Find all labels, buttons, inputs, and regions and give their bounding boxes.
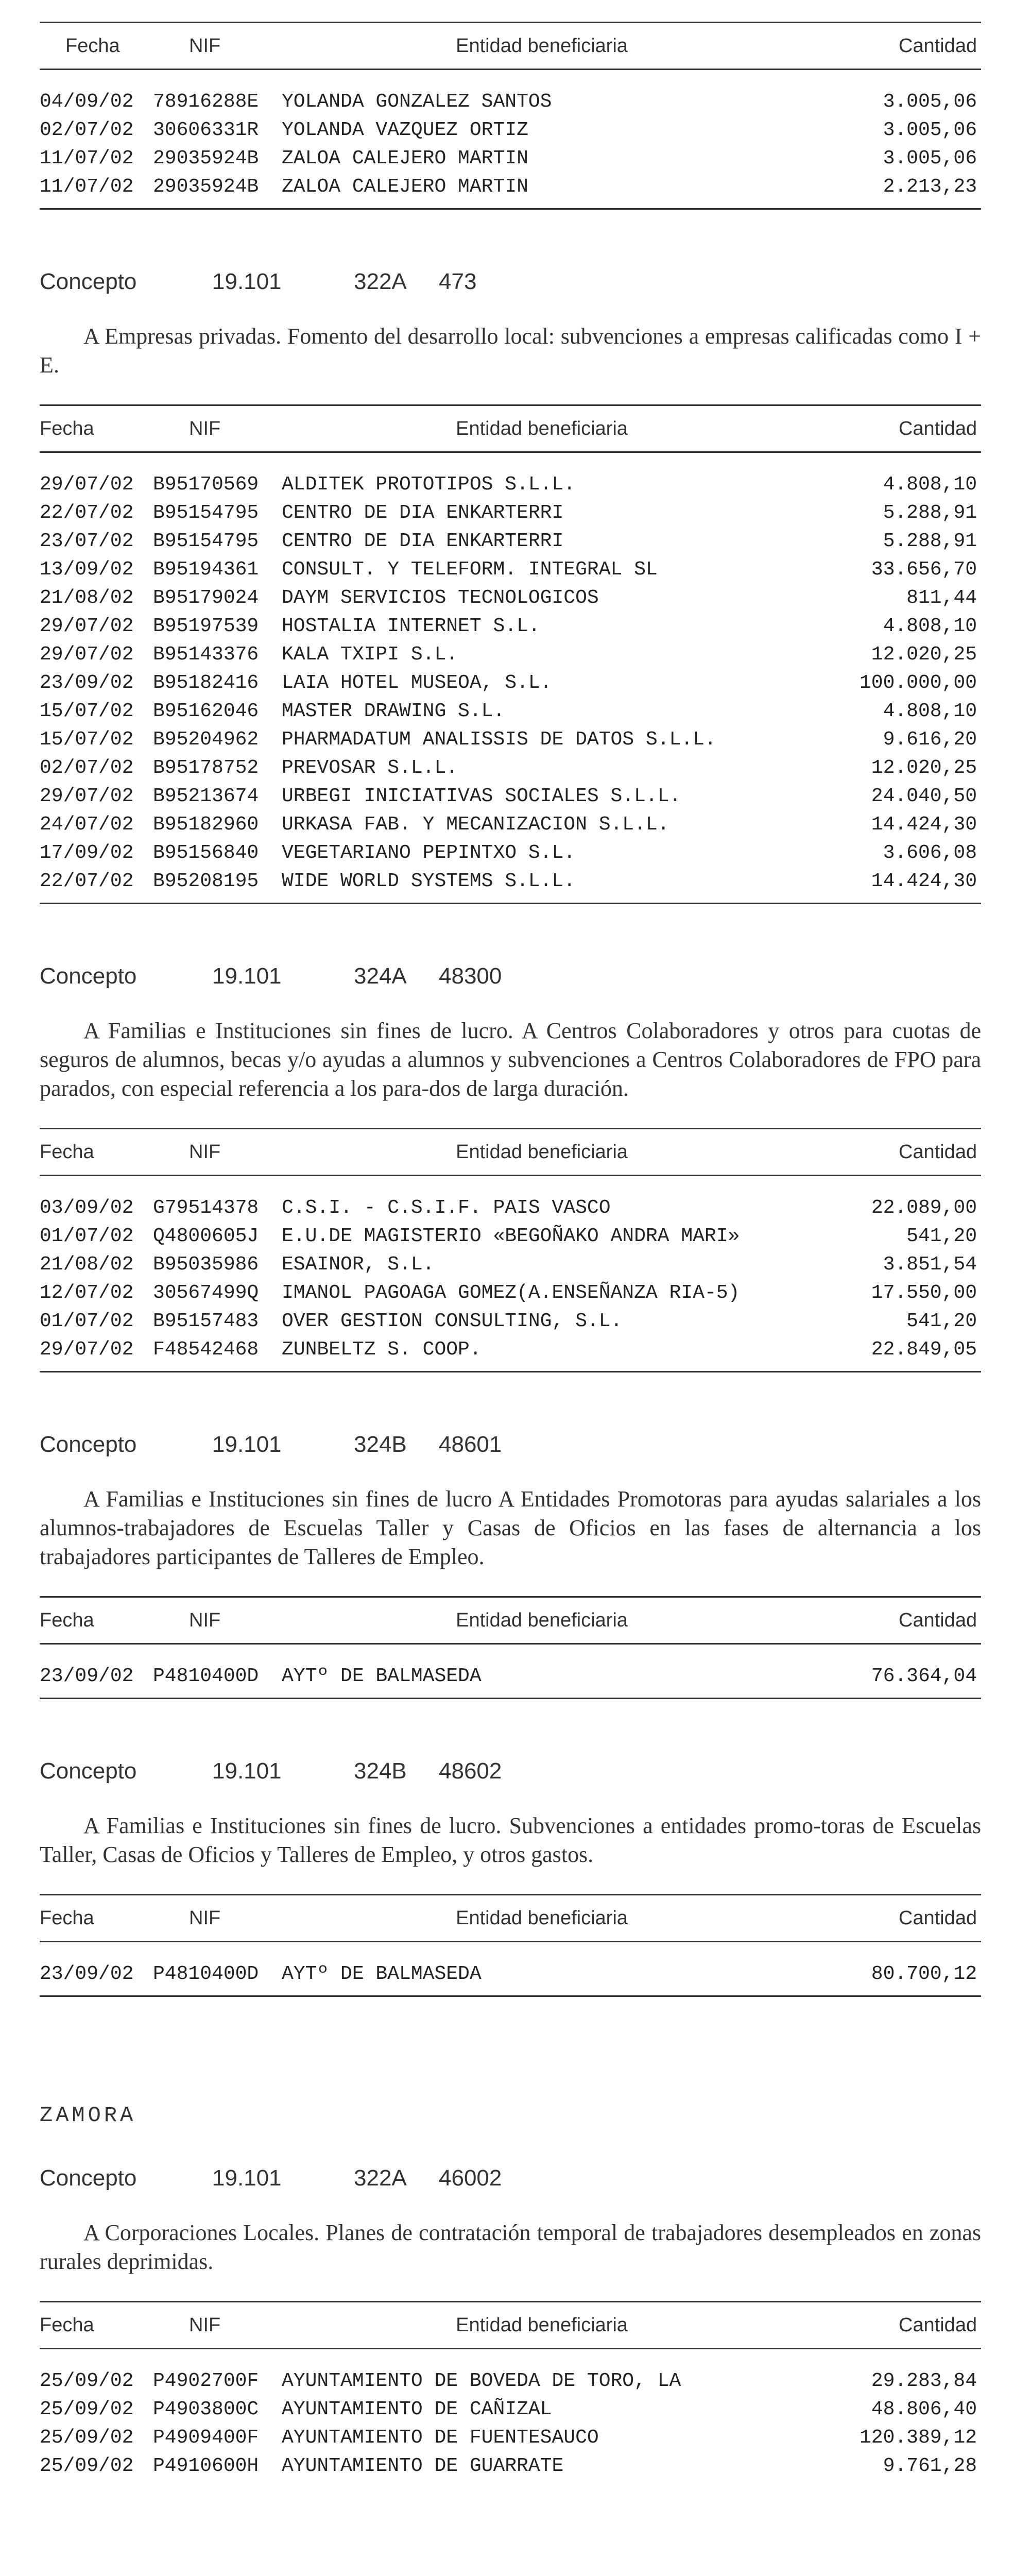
cell-cantidad: 29.283,84: [871, 2370, 977, 2392]
cell-fecha: 25/09/02: [40, 2398, 134, 2420]
concepto-label: Concepto: [40, 269, 137, 294]
cell-cantidad: 3.606,08: [883, 842, 977, 864]
cell-cantidad: 22.849,05: [871, 1338, 977, 1361]
table-row: [40, 867, 981, 895]
cell-fecha: 02/07/02: [40, 757, 134, 779]
concepto-codigo: 46002: [439, 2165, 502, 2191]
cell-entidad: ZUNBELTZ S. COOP.: [282, 1338, 482, 1361]
header-cantidad: Cantidad: [898, 1141, 977, 1163]
table-row: [40, 640, 981, 669]
table-row: [40, 2424, 981, 2452]
table-body: [40, 1645, 981, 1699]
table-row: [40, 144, 981, 173]
table-body: [40, 1176, 981, 1372]
cell-cantidad: 12.020,25: [871, 643, 977, 666]
cell-fecha: 15/07/02: [40, 700, 134, 722]
concepto-programa: 19.101: [212, 1758, 282, 1784]
cell-cantidad: 12.020,25: [871, 757, 977, 779]
cell-entidad: MASTER DRAWING S.L.: [282, 700, 505, 722]
cell-nif: B95197539: [153, 615, 259, 637]
cell-nif: B95182960: [153, 814, 259, 836]
cell-entidad: PREVOSAR S.L.L.: [282, 757, 458, 779]
concepto-label: Concepto: [40, 2165, 137, 2191]
table-row: [40, 1307, 981, 1335]
table-row: [40, 1960, 981, 1988]
table-row: [40, 2367, 981, 2395]
cell-entidad: C.S.I. - C.S.I.F. PAIS VASCO: [282, 1197, 611, 1219]
table-row: [40, 725, 981, 754]
cell-nif: 30567499Q: [153, 1282, 259, 1304]
cell-fecha: 12/07/02: [40, 1282, 134, 1304]
cell-cantidad: 5.288,91: [883, 530, 977, 552]
cell-fecha: 21/08/02: [40, 587, 134, 609]
concepto-description: A Empresas privadas. Fomento del desarrollo local: subvenciones a empresas calificadas como I + E.: [40, 324, 981, 378]
concepto-line: [40, 961, 981, 992]
cell-entidad: E.U.DE MAGISTERIO «BEGOÑAKO ANDRA MARI»: [282, 1225, 740, 1247]
cell-cantidad: 2.213,23: [883, 176, 977, 198]
cell-fecha: 29/07/02: [40, 1338, 134, 1361]
cell-cantidad: 33.656,70: [871, 558, 977, 581]
cell-nif: 78916288E: [153, 91, 259, 113]
table-row: [40, 116, 981, 144]
document-page: [40, 22, 981, 2487]
cell-cantidad: 4.808,10: [883, 473, 977, 496]
cell-entidad: AYUNTAMIENTO DE FUENTESAUCO: [282, 2427, 599, 2449]
cell-nif: B95157483: [153, 1310, 259, 1332]
table-header: [40, 1596, 981, 1645]
concepto-label: Concepto: [40, 1758, 137, 1784]
table-row: [40, 1222, 981, 1250]
table-row: [40, 88, 981, 116]
beneficiary-table: [40, 404, 981, 904]
header-fecha: Fecha: [40, 1609, 94, 1631]
cell-cantidad: 3.005,06: [883, 119, 977, 141]
cell-nif: B95154795: [153, 502, 259, 524]
cell-nif: P4903800C: [153, 2398, 259, 2420]
header-entidad: Entidad beneficiaria: [456, 35, 628, 57]
cell-fecha: 01/07/02: [40, 1225, 134, 1247]
cell-cantidad: 9.761,28: [883, 2455, 977, 2477]
cell-entidad: HOSTALIA INTERNET S.L.: [282, 615, 540, 637]
cell-nif: G79514378: [153, 1197, 259, 1219]
table-row: [40, 2395, 981, 2424]
concepto-subprograma: 324A: [354, 963, 407, 989]
cell-nif: B95213674: [153, 785, 259, 807]
header-entidad: Entidad beneficiaria: [456, 2314, 628, 2336]
cell-entidad: CONSULT. Y TELEFORM. INTEGRAL SL: [282, 558, 658, 581]
beneficiary-table: [40, 1128, 981, 1372]
cell-cantidad: 24.040,50: [871, 785, 977, 807]
cell-nif: B95162046: [153, 700, 259, 722]
cell-fecha: 17/09/02: [40, 842, 134, 864]
table-row: [40, 1662, 981, 1690]
cell-fecha: 29/07/02: [40, 643, 134, 666]
cell-fecha: 21/08/02: [40, 1253, 134, 1276]
concepto-line: [40, 266, 981, 297]
cell-cantidad: 120.389,12: [859, 2427, 977, 2449]
cell-nif: P4910600H: [153, 2455, 259, 2477]
cell-cantidad: 9.616,20: [883, 728, 977, 751]
header-nif: NIF: [189, 1907, 221, 1929]
cell-fecha: 04/09/02: [40, 91, 134, 113]
table-body: [40, 70, 981, 210]
cell-fecha: 24/07/02: [40, 814, 134, 836]
cell-entidad: ALDITEK PROTOTIPOS S.L.L.: [282, 473, 576, 496]
cell-fecha: 25/09/02: [40, 2455, 134, 2477]
cell-fecha: 23/09/02: [40, 1963, 134, 1985]
table-row: [40, 470, 981, 499]
cell-cantidad: 14.424,30: [871, 814, 977, 836]
cell-nif: P4810400D: [153, 1665, 259, 1687]
header-cantidad: Cantidad: [898, 35, 977, 57]
cell-cantidad: 76.364,04: [871, 1665, 977, 1687]
table-row: [40, 612, 981, 640]
cell-nif: B95143376: [153, 643, 259, 666]
header-cantidad: Cantidad: [898, 1609, 977, 1631]
cell-cantidad: 48.806,40: [871, 2398, 977, 2420]
table-row: [40, 584, 981, 612]
cell-nif: Q4800605J: [153, 1225, 259, 1247]
cell-cantidad: 541,20: [906, 1225, 977, 1247]
cell-nif: B95156840: [153, 842, 259, 864]
cell-fecha: 11/07/02: [40, 176, 134, 198]
cell-entidad: CENTRO DE DIA ENKARTERRI: [282, 502, 564, 524]
cell-entidad: AYUNTAMIENTO DE GUARRATE: [282, 2455, 564, 2477]
cell-entidad: AYUNTAMIENTO DE BOVEDA DE TORO, LA: [282, 2370, 681, 2392]
header-cantidad: Cantidad: [898, 1907, 977, 1929]
concepto-programa: 19.101: [212, 1432, 282, 1457]
cell-fecha: 29/07/02: [40, 615, 134, 637]
cell-nif: 29035924B: [153, 147, 259, 170]
cell-entidad: AYTº DE BALMASEDA: [282, 1665, 482, 1687]
header-cantidad: Cantidad: [898, 2314, 977, 2336]
cell-fecha: 23/09/02: [40, 1665, 134, 1687]
cell-fecha: 29/07/02: [40, 473, 134, 496]
concepto-description: A Familias e Instituciones sin fines de lucro. Subvenciones a entidades promo-toras de Escuelas Taller, Casas de Oficios y Talleres de Empleo, y otros gastos.: [40, 1813, 981, 1867]
concepto-description: A Familias e Instituciones sin fines de lucro A Entidades Promotoras para ayudas salariales a los alumnos-trabajadores de Escuelas Taller y Casas de Oficios en las fases de alternancia a los trabajadores participantes de Talleres de Empleo.: [40, 1486, 981, 1569]
cell-fecha: 02/07/02: [40, 119, 134, 141]
cell-cantidad: 4.808,10: [883, 700, 977, 722]
table-body: [40, 453, 981, 904]
table-row: [40, 1279, 981, 1307]
cell-entidad: CENTRO DE DIA ENKARTERRI: [282, 530, 564, 552]
table-header: [40, 1894, 981, 1942]
beneficiary-table: [40, 2301, 981, 2487]
cell-cantidad: 811,44: [906, 587, 977, 609]
table-row: [40, 527, 981, 555]
cell-nif: B95194361: [153, 558, 259, 581]
concepto-codigo: 48602: [439, 1758, 502, 1784]
cell-entidad: AYUNTAMIENTO DE CAÑIZAL: [282, 2398, 552, 2420]
table-row: [40, 1250, 981, 1279]
cell-fecha: 25/09/02: [40, 2370, 134, 2392]
table-header: [40, 1128, 981, 1176]
cell-cantidad: 3.005,06: [883, 147, 977, 170]
cell-fecha: 23/09/02: [40, 672, 134, 694]
concepto-description: A Familias e Instituciones sin fines de lucro. A Centros Colaboradores y otros para cuotas de seguros de alumnos, becas y/o ayudas a alumnos y subvenciones a Centros Colaboradores de FPO para parados, con especial referencia a los para-dos de larga duración.: [40, 1018, 981, 1101]
cell-cantidad: 100.000,00: [859, 672, 977, 694]
cell-cantidad: 14.424,30: [871, 870, 977, 892]
table-row: [40, 697, 981, 725]
table-header: [40, 22, 981, 70]
cell-fecha: 03/09/02: [40, 1197, 134, 1219]
table-row: [40, 2452, 981, 2480]
cell-entidad: URKASA FAB. Y MECANIZACION S.L.L.: [282, 814, 670, 836]
table-row: [40, 810, 981, 839]
table-row: [40, 754, 981, 782]
concepto-subprograma: 324B: [354, 1758, 407, 1784]
cell-fecha: 13/09/02: [40, 558, 134, 581]
concepto-programa: 19.101: [212, 2165, 282, 2191]
table-row: [40, 1194, 981, 1222]
cell-cantidad: 3.851,54: [883, 1253, 977, 1276]
concepto-line: [40, 2163, 981, 2194]
cell-nif: B95208195: [153, 870, 259, 892]
cell-nif: P4810400D: [153, 1963, 259, 1985]
cell-entidad: URBEGI INICIATIVAS SOCIALES S.L.L.: [282, 785, 681, 807]
concepto-label: Concepto: [40, 1432, 137, 1457]
table-row: [40, 839, 981, 867]
cell-fecha: 15/07/02: [40, 728, 134, 751]
header-fecha: Fecha: [40, 1907, 94, 1929]
header-entidad: Entidad beneficiaria: [456, 1609, 628, 1631]
cell-fecha: 23/07/02: [40, 530, 134, 552]
concepto-line: [40, 1756, 981, 1787]
cell-entidad: VEGETARIANO PEPINTXO S.L.: [282, 842, 576, 864]
cell-nif: B95170569: [153, 473, 259, 496]
table-row: [40, 1335, 981, 1364]
header-entidad: Entidad beneficiaria: [456, 417, 628, 439]
cell-nif: B95035986: [153, 1253, 259, 1276]
table-row: [40, 173, 981, 201]
header-entidad: Entidad beneficiaria: [456, 1141, 628, 1163]
cell-nif: B95178752: [153, 757, 259, 779]
header-nif: NIF: [189, 35, 221, 57]
concepto-codigo: 48601: [439, 1432, 502, 1457]
table-body: [40, 1942, 981, 1997]
cell-fecha: 01/07/02: [40, 1310, 134, 1332]
cell-fecha: 25/09/02: [40, 2427, 134, 2449]
cell-cantidad: 22.089,00: [871, 1197, 977, 1219]
header-fecha: Fecha: [40, 1141, 94, 1163]
header-fecha: Fecha: [40, 2314, 94, 2336]
table-row: [40, 555, 981, 584]
header-cantidad: Cantidad: [898, 417, 977, 439]
concepto-subprograma: 322A: [354, 2165, 407, 2191]
concepto-line: [40, 1429, 981, 1460]
concepto-programa: 19.101: [212, 963, 282, 989]
cell-entidad: LAIA HOTEL MUSEOA, S.L.: [282, 672, 552, 694]
cell-nif: B95204962: [153, 728, 259, 751]
cell-cantidad: 80.700,12: [871, 1963, 977, 1985]
beneficiary-table: [40, 1596, 981, 1699]
header-fecha: Fecha: [65, 35, 120, 57]
header-nif: NIF: [189, 417, 221, 439]
cell-fecha: 22/07/02: [40, 870, 134, 892]
table-header: [40, 2301, 981, 2349]
header-entidad: Entidad beneficiaria: [456, 1907, 628, 1929]
cell-nif: B95182416: [153, 672, 259, 694]
concepto-codigo: 473: [439, 269, 477, 294]
beneficiary-table-top: [40, 22, 981, 210]
concepto-label: Concepto: [40, 963, 137, 989]
table-row: [40, 669, 981, 697]
cell-fecha: 22/07/02: [40, 502, 134, 524]
header-nif: NIF: [189, 2314, 221, 2336]
header-fecha: Fecha: [40, 417, 94, 439]
cell-entidad: WIDE WORLD SYSTEMS S.L.L.: [282, 870, 576, 892]
concepto-subprograma: 322A: [354, 269, 407, 294]
table-body: [40, 2349, 981, 2487]
concepto-subprograma: 324B: [354, 1432, 407, 1457]
cell-entidad: YOLANDA VAZQUEZ ORTIZ: [282, 119, 528, 141]
cell-entidad: DAYM SERVICIOS TECNOLOGICOS: [282, 587, 599, 609]
cell-nif: P4902700F: [153, 2370, 259, 2392]
cell-cantidad: 5.288,91: [883, 502, 977, 524]
header-nif: NIF: [189, 1609, 221, 1631]
cell-cantidad: 541,20: [906, 1310, 977, 1332]
cell-entidad: OVER GESTION CONSULTING, S.L.: [282, 1310, 623, 1332]
cell-nif: 29035924B: [153, 176, 259, 198]
cell-entidad: YOLANDA GONZALEZ SANTOS: [282, 91, 552, 113]
cell-entidad: ZALOA CALEJERO MARTIN: [282, 176, 528, 198]
cell-fecha: 29/07/02: [40, 785, 134, 807]
concepto-codigo: 48300: [439, 963, 502, 989]
cell-entidad: AYTº DE BALMASEDA: [282, 1963, 482, 1985]
cell-nif: P4909400F: [153, 2427, 259, 2449]
cell-cantidad: 4.808,10: [883, 615, 977, 637]
cell-nif: B95179024: [153, 587, 259, 609]
province-heading: ZAMORA: [40, 2103, 136, 2128]
cell-entidad: ESAINOR, S.L.: [282, 1253, 435, 1276]
cell-entidad: PHARMADATUM ANALISSIS DE DATOS S.L.L.: [282, 728, 716, 751]
cell-cantidad: 3.005,06: [883, 91, 977, 113]
table-row: [40, 782, 981, 810]
cell-nif: F48542468: [153, 1338, 259, 1361]
concepto-description: A Corporaciones Locales. Planes de contratación temporal de trabajadores desempleados en zonas rurales deprimidas.: [40, 2220, 981, 2274]
concepto-programa: 19.101: [212, 269, 282, 294]
cell-nif: 30606331R: [153, 119, 259, 141]
beneficiary-table: [40, 1894, 981, 1997]
table-header: [40, 404, 981, 453]
cell-entidad: KALA TXIPI S.L.: [282, 643, 458, 666]
cell-fecha: 11/07/02: [40, 147, 134, 170]
table-row: [40, 499, 981, 527]
header-nif: NIF: [189, 1141, 221, 1163]
cell-entidad: IMANOL PAGOAGA GOMEZ(A.ENSEÑANZA RIA-5): [282, 1282, 740, 1304]
cell-cantidad: 17.550,00: [871, 1282, 977, 1304]
cell-nif: B95154795: [153, 530, 259, 552]
cell-entidad: ZALOA CALEJERO MARTIN: [282, 147, 528, 170]
